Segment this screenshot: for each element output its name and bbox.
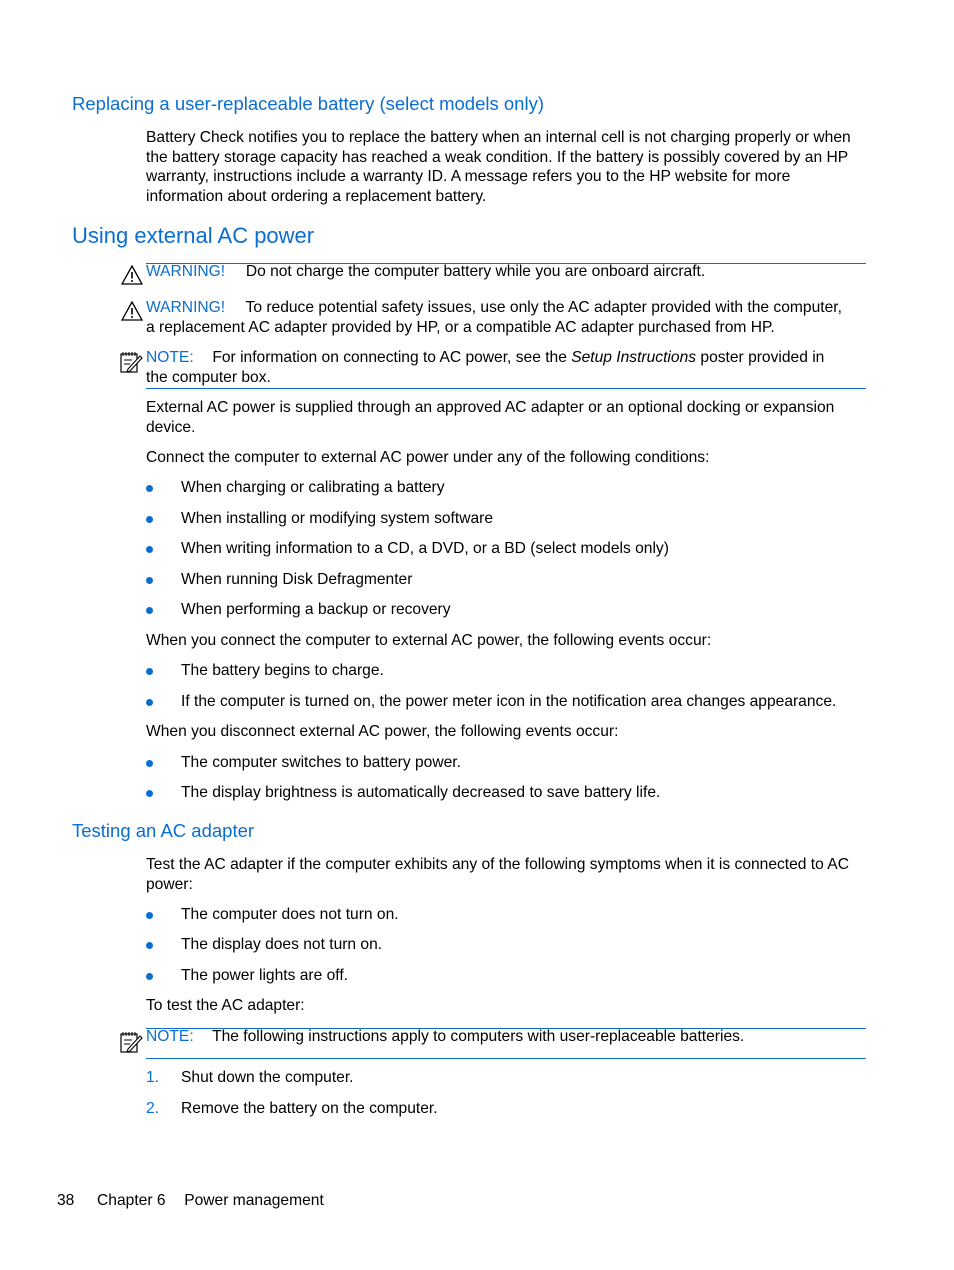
disconnect-events-intro: When you disconnect external AC power, the following events occur: bbox=[146, 723, 619, 740]
section-heading-testing-adapter: Testing an AC adapter bbox=[72, 820, 255, 841]
warning-2-text-line2: a replacement AC adapter provided by HP, or a compatible AC adapter purchased from HP. bbox=[146, 318, 775, 336]
section-heading-replacing-battery: Replacing a user-replaceable battery (select models only) bbox=[72, 93, 544, 114]
warning-label: WARNING! bbox=[146, 299, 226, 316]
warning-1-text: Do not charge the computer battery while you are onboard aircraft. bbox=[245, 263, 706, 280]
list-item: The computer switches to battery power. bbox=[181, 754, 461, 771]
bullet bbox=[146, 577, 153, 584]
list-item: When installing or modifying system software bbox=[181, 510, 493, 527]
connect-conditions-intro: Connect the computer to external AC power under any of the following conditions: bbox=[146, 449, 710, 466]
warning-triangle-icon bbox=[121, 265, 143, 285]
step-number: 1. bbox=[146, 1069, 160, 1086]
divider bbox=[146, 1058, 866, 1059]
bullet bbox=[146, 485, 153, 492]
list-item: The battery begins to charge. bbox=[181, 662, 384, 679]
list-item: The display does not turn on. bbox=[181, 936, 383, 953]
list-item: When charging or calibrating a battery bbox=[181, 479, 445, 496]
list-item: The display brightness is automatically decreased to save battery life. bbox=[181, 784, 661, 801]
divider bbox=[146, 388, 866, 389]
list-item: When writing information to a CD, a DVD, or a BD (select models only) bbox=[181, 540, 669, 557]
bullet bbox=[146, 516, 153, 523]
bullet bbox=[146, 760, 153, 767]
bullet bbox=[146, 546, 153, 553]
bullet bbox=[146, 912, 153, 919]
list-item: If the computer is turned on, the power meter icon in the notification area changes appearance. bbox=[181, 693, 837, 710]
step-text: Shut down the computer. bbox=[181, 1069, 354, 1086]
bullet bbox=[146, 607, 153, 614]
bullet bbox=[146, 699, 153, 706]
page-number: 38 bbox=[57, 1192, 75, 1209]
warning-triangle-icon bbox=[121, 301, 143, 321]
note-2-text: The following instructions apply to computers with user-replaceable batteries. bbox=[212, 1028, 745, 1045]
note-1-text-line2: the computer box. bbox=[146, 368, 271, 386]
note-1 bbox=[146, 348, 866, 387]
note-2 bbox=[146, 1027, 744, 1047]
bullet bbox=[146, 942, 153, 949]
list-item: The power lights are off. bbox=[181, 967, 349, 984]
note-pad-icon bbox=[119, 1030, 143, 1054]
chapter-number: Chapter 6 bbox=[97, 1192, 166, 1209]
note-label: NOTE: bbox=[146, 349, 194, 366]
note-1-text-pre: For information on connecting to AC power, see the bbox=[212, 349, 567, 366]
list-item: The computer does not turn on. bbox=[181, 906, 399, 923]
bullet bbox=[146, 973, 153, 980]
step-text: Remove the battery on the computer. bbox=[181, 1100, 438, 1117]
note-1-text-post: poster provided in bbox=[700, 349, 825, 366]
bullet bbox=[146, 790, 153, 797]
step-number: 2. bbox=[146, 1100, 160, 1117]
chapter-title: Power management bbox=[184, 1192, 324, 1209]
connect-events-intro: When you connect the computer to external AC power, the following events occur: bbox=[146, 632, 712, 649]
warning-label: WARNING! bbox=[146, 263, 226, 280]
bullet bbox=[146, 668, 153, 675]
list-item: When performing a backup or recovery bbox=[181, 601, 451, 618]
warning-2-text-line1: To reduce potential safety issues, use only the AC adapter provided with the computer, bbox=[245, 299, 842, 316]
section-heading-external-ac: Using external AC power bbox=[72, 223, 315, 248]
external-ac-paragraph: External AC power is supplied through an approved AC adapter or an optional docking or expansion device. bbox=[146, 399, 835, 436]
setup-instructions-title: Setup Instructions bbox=[571, 349, 697, 366]
to-test-intro: To test the AC adapter: bbox=[146, 997, 305, 1014]
list-item: When running Disk Defragmenter bbox=[181, 571, 413, 588]
warning-1 bbox=[146, 262, 705, 282]
page-footer bbox=[57, 1191, 324, 1211]
note-pad-icon bbox=[119, 350, 143, 374]
note-label: NOTE: bbox=[146, 1028, 194, 1045]
warning-2 bbox=[146, 298, 866, 337]
testing-intro-paragraph: Test the AC adapter if the computer exhibits any of the following symptoms when it is connected to AC power: bbox=[146, 856, 849, 893]
battery-check-paragraph: Battery Check notifies you to replace the battery when an internal cell is not charging properly or when the battery storage capacity has reached a weak condition. If the battery is possibly covered by an HP warranty, instructions include a warranty ID. A message refers you to the HP website for more information about ordering a replacement battery. bbox=[146, 129, 851, 205]
